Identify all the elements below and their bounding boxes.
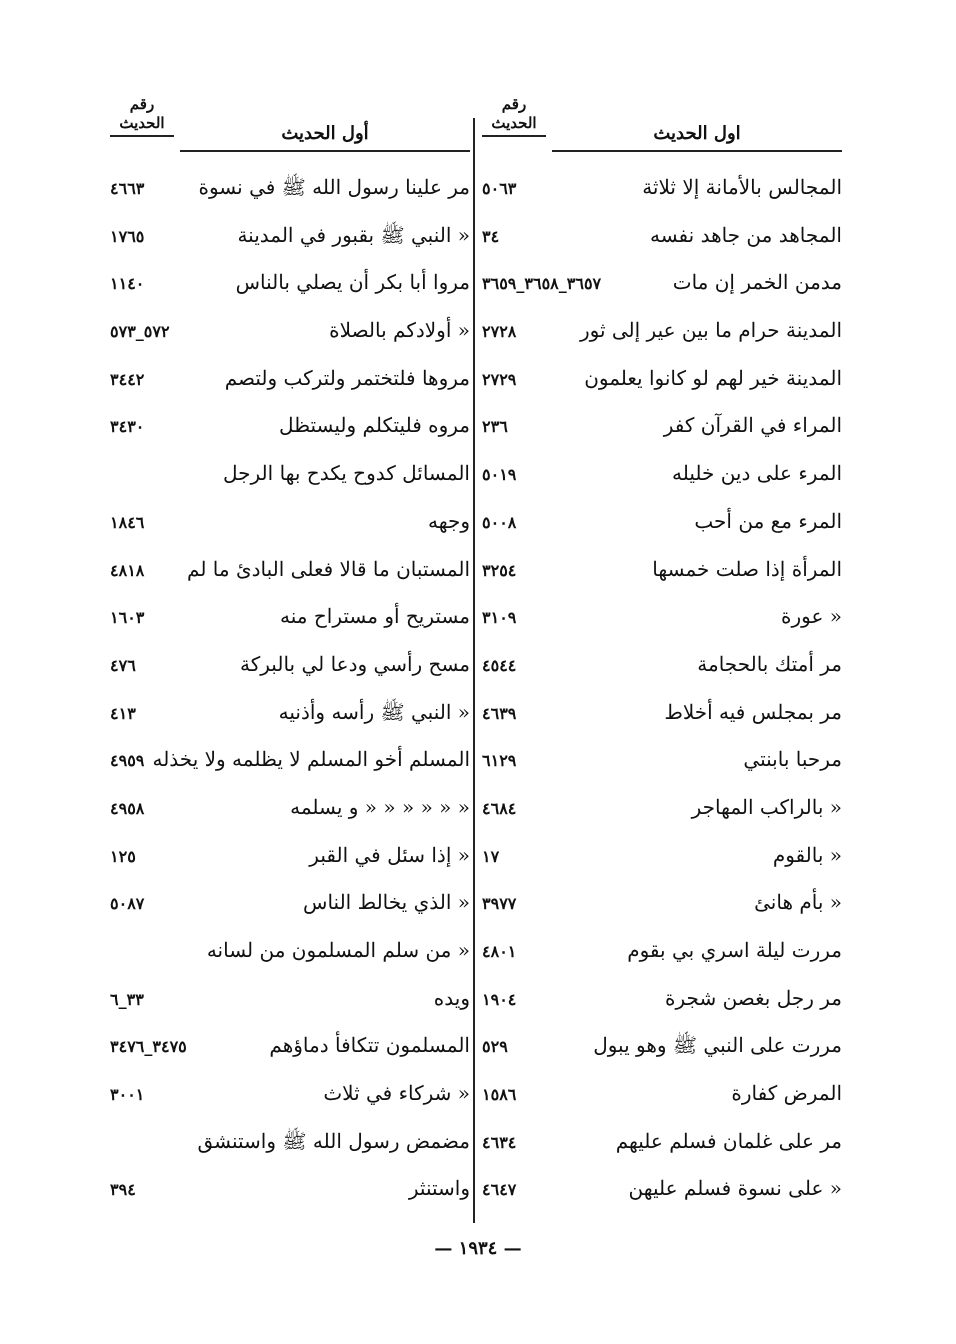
index-entry	[110, 739, 470, 787]
index-entry	[110, 549, 470, 597]
entry-text: « من سلم المسلمون من لسانه	[206, 938, 470, 962]
entry-number: ٣١٠٩	[482, 608, 517, 628]
entry-number: ٥٢٩	[482, 1037, 508, 1057]
left-column-header	[110, 95, 470, 161]
index-entry	[482, 501, 842, 549]
entry-number: ٤٦٤٧	[482, 1180, 517, 1200]
entry-text: واستنثر	[408, 1176, 470, 1201]
index-entry	[110, 596, 470, 644]
index-entry	[110, 1025, 470, 1073]
index-entry	[110, 405, 470, 453]
entry-text: « النبي ﷺ رأسه وأذنيه	[278, 699, 470, 724]
entry-number: ٤٦٣٤	[482, 1132, 517, 1152]
entry-number: ٤٦٦٣	[110, 179, 145, 198]
index-entry	[482, 358, 842, 406]
index-entry	[482, 549, 842, 597]
entry-text: المسائل كدوح يكدح بها الرجل	[223, 461, 470, 486]
index-entry	[110, 644, 470, 692]
entry-text: مررت على النبي ﷺ وهو يبول	[593, 1033, 842, 1058]
entry-text: « بالراكب المهاجر	[691, 794, 842, 819]
entry-number: ١٨٤٦	[110, 512, 145, 532]
left-index-column	[110, 95, 470, 1220]
entry-number: ٣٤	[482, 226, 500, 246]
entry-text: وجهه	[428, 508, 470, 533]
entry-number: ٤١٣	[110, 703, 136, 723]
entry-number: ١٧٦٥	[110, 226, 145, 246]
entry-number: ٤٩٥٨	[110, 798, 145, 818]
entry-text: مر علينا رسول الله ﷺ في نسوة	[198, 175, 470, 199]
entry-text: المرء على دين خليله	[671, 461, 842, 486]
entry-number: ١٦٠٣	[110, 608, 145, 628]
entry-number: ٢٣٦	[482, 417, 508, 437]
entry-text: المسلم أخو المسلم لا يظلمه ولا يخذله	[152, 747, 470, 772]
index-entry	[482, 978, 842, 1026]
index-entry	[482, 1121, 842, 1169]
entry-text: مسح رأسي ودعا لي بالبركة	[240, 651, 470, 676]
left-rows	[110, 167, 470, 1216]
left-number-label-2: الحديث	[110, 114, 174, 137]
entry-number: ٣٤٤٢	[110, 369, 145, 389]
left-number-heading	[110, 95, 174, 137]
left-number-label-1: رقم	[129, 95, 155, 113]
entry-number: ٣٢٥٤	[482, 560, 517, 580]
right-title-heading: اول الحديث	[552, 123, 842, 152]
entry-text: المرأة إذا صلت خمسها	[652, 556, 842, 581]
index-entry	[482, 1168, 842, 1216]
entry-number: ٣٤٣٠	[110, 417, 145, 437]
entry-number: ٢٧٢٩	[482, 369, 517, 389]
index-entry	[482, 262, 842, 310]
entry-text: مروه فليتكلم وليستظل	[278, 413, 470, 438]
entry-text: مر على غلمان فسلم عليهم	[615, 1128, 842, 1153]
left-title-heading: أول الحديث	[180, 123, 470, 152]
index-entry	[482, 882, 842, 930]
index-entry	[482, 405, 842, 453]
entry-text: المستبان ما قالا فعلى البادئ ما لم	[187, 556, 470, 581]
index-entry	[482, 692, 842, 740]
right-number-label-2: الحديث	[482, 114, 546, 137]
index-entry	[110, 501, 470, 549]
index-entry	[482, 310, 842, 358]
index-entry	[110, 453, 470, 501]
index-entry	[110, 1073, 470, 1121]
right-number-label-1: رقم	[501, 95, 527, 113]
entry-number: ٤٦٨٤	[482, 798, 517, 818]
entry-number: ١٥٨٦	[482, 1085, 517, 1105]
index-entry	[482, 596, 842, 644]
index-entry	[110, 310, 470, 358]
right-index-column	[482, 95, 842, 1220]
index-entry	[110, 215, 470, 263]
entry-number: ٢٧٢٨	[482, 322, 517, 342]
entry-text: المجالس بالأمانة إلا ثلاثة	[642, 175, 842, 199]
index-entry	[482, 930, 842, 978]
index-entry	[482, 835, 842, 883]
entry-text: المسلمون تتكافأ دماؤهم	[269, 1033, 470, 1058]
index-entry	[110, 1168, 470, 1216]
page-number: — ١٩٣٤ —	[434, 1238, 522, 1259]
entry-text: مر أمتك بالحجامة	[697, 651, 842, 676]
index-entry	[110, 978, 470, 1026]
entry-number: ٤٩٥٩	[110, 751, 145, 771]
entry-text: « على نسوة فسلم عليهن	[628, 1176, 842, 1201]
entry-number: ٤٨٠١	[482, 942, 517, 961]
entry-number: ٦١٢٩	[482, 751, 517, 771]
entry-text: مدمن الخمر إن مات	[672, 270, 842, 295]
index-entry	[110, 787, 470, 835]
entry-text: المدينة حرام ما بين عير إلى ثور	[579, 318, 842, 343]
entry-number: ٥٠٨٧	[110, 894, 145, 914]
entry-number: ٣٤٧٥_٣٤٧٦	[110, 1037, 187, 1057]
entry-number: ٥٠٦٣	[482, 179, 517, 198]
index-entry	[482, 167, 842, 215]
entry-number: ٥٧٢_٥٧٣	[110, 322, 170, 342]
right-rows	[482, 167, 842, 1216]
entry-text: مروا أبا بكر أن يصلي بالناس	[235, 270, 470, 295]
entry-text: « أولادكم بالصلاة	[329, 318, 470, 343]
entry-number: ٥٠٠٨	[482, 512, 517, 532]
entry-text: مستريح أو مستراح منه	[280, 604, 470, 629]
entry-text: المرء مع من أحب	[694, 508, 842, 533]
entry-text: « الذي يخالط الناس	[303, 890, 470, 915]
entry-number: ١٢٥	[110, 846, 136, 866]
entry-text: مرحبا بابنتي	[743, 747, 842, 772]
right-number-heading	[482, 95, 546, 137]
entry-text: مر رجل بغصن شجرة	[665, 985, 842, 1010]
index-entry	[110, 930, 470, 978]
entry-text: مر بمجلس فيه أخلاط	[664, 699, 842, 724]
entry-text: « شركاء في ثلاث	[323, 1081, 470, 1106]
entry-number: ٣٠٠١	[110, 1085, 145, 1105]
entry-text: « بالقوم	[772, 842, 842, 867]
index-entry	[110, 167, 470, 215]
index-entry	[482, 787, 842, 835]
index-entry	[482, 215, 842, 263]
column-divider	[473, 118, 475, 1223]
index-entry	[110, 1121, 470, 1169]
index-entry	[110, 882, 470, 930]
entry-number: ٤٥٤٤	[482, 655, 517, 675]
entry-text: المراء في القرآن كفر	[663, 413, 842, 438]
entry-text: المدينة خير لهم لو كانوا يعلمون	[584, 365, 842, 390]
index-entry	[482, 453, 842, 501]
entry-text: « عورة	[781, 604, 842, 629]
entry-text: ويده	[433, 985, 470, 1010]
index-entry	[482, 644, 842, 692]
entry-text: « بأم هانئ	[754, 890, 842, 915]
right-column-header	[482, 95, 842, 161]
entry-text: المرض كفارة	[731, 1081, 842, 1106]
index-entry	[482, 1073, 842, 1121]
index-entry	[110, 692, 470, 740]
entry-number: ٤٦٣٩	[482, 703, 517, 723]
entry-text: مضمض رسول الله ﷺ واستنشق	[197, 1128, 470, 1153]
index-entry	[110, 358, 470, 406]
index-entry	[482, 1025, 842, 1073]
index-entry	[482, 739, 842, 787]
entry-text: « النبي ﷺ بقبور في المدينة	[237, 222, 470, 247]
entry-number: ١٩٠٤	[482, 989, 517, 1009]
entry-number: ٤٨١٨	[110, 560, 145, 580]
entry-number: ١٧	[482, 846, 500, 866]
index-entry	[110, 262, 470, 310]
entry-number: ٤٧٦	[110, 655, 136, 675]
entry-text: « « « « « « و يسلمه	[290, 794, 470, 819]
entry-number: ١١٤٠	[110, 274, 145, 294]
entry-text: المجاهد من جاهد نفسه	[649, 222, 842, 247]
entry-number: ٣٦٥٧_٣٦٥٨_٣٦٥٩	[482, 274, 602, 294]
entry-text: مررت ليلة اسري بي بقوم	[627, 938, 842, 962]
entry-number: ٣٩٧٧	[482, 894, 517, 914]
index-entry	[110, 835, 470, 883]
entry-number: ٥٠١٩	[482, 465, 517, 485]
entry-text: « إذا سئل في القبر	[309, 842, 470, 867]
entry-number: ٣٩٤	[110, 1180, 136, 1200]
entry-number: ٣٣_٦	[110, 989, 144, 1009]
entry-text: مروها فلتختمر ولتركب ولتصم	[224, 365, 470, 390]
